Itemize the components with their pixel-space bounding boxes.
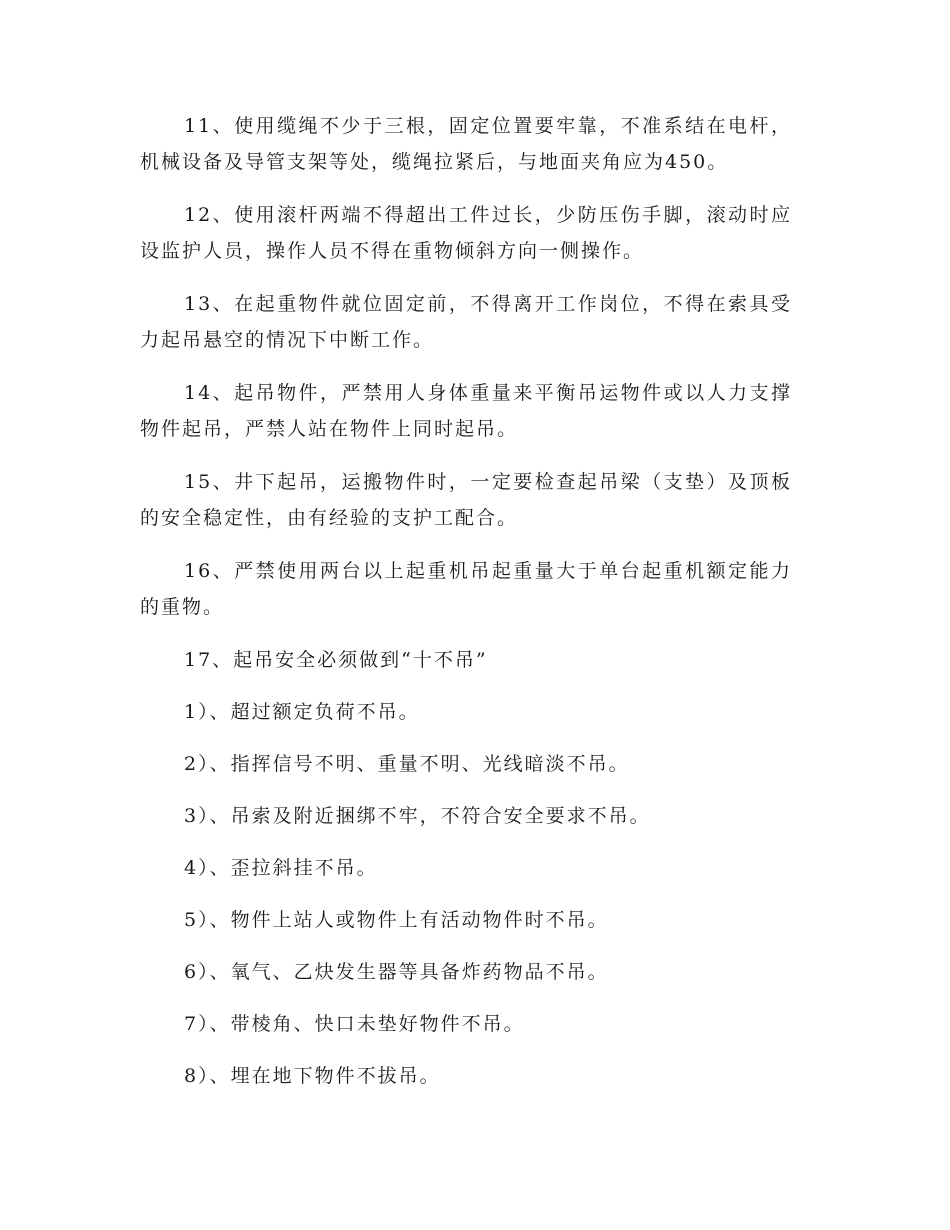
document-body [140,108,792,1110]
list-item: 3）、吊索及附近捆绑不牢，不符合安全要求不吊。 [184,805,651,827]
list-item: 4）、歪拉斜挂不吊。 [184,857,378,879]
list-item: 7）、带棱角、快口未垫好物件不吊。 [184,1013,525,1035]
paragraph-16: 16、严禁使用两台以上起重机吊起重量大于单台起重机额定能力的重物。 [140,560,792,618]
paragraph-14: 14、起吊物件，严禁用人身体重量来平衡吊运物件或以人力支撑物件起吊，严禁人站在物件上同时起吊。 [140,382,792,440]
paragraph-15: 15、井下起吊，运搬物件时，一定要检查起吊梁（支垫）及顶板的安全稳定性，由有经验的支护工配合。 [140,471,792,529]
paragraph-17-heading: 17、起吊安全必须做到“十不吊” [184,649,488,671]
list-item: 1）、超过额定负荷不吊。 [184,701,420,723]
paragraph-12: 12、使用滚杆两端不得超出工件过长，少防压伤手脚，滚动时应设监护人员，操作人员不得在重物倾斜方向一侧操作。 [140,204,792,262]
list-item: 8）、埋在地下物件不拔吊。 [184,1065,441,1087]
paragraph-13: 13、在起重物件就位固定前，不得离开工作岗位，不得在索具受力起吊悬空的情况下中断工作。 [140,293,792,351]
list-item: 5）、物件上站人或物件上有活动物件时不吊。 [184,909,609,931]
list-item: 6）、氧气、乙炔发生器等具备炸药物品不吊。 [184,961,609,983]
list-item: 2）、指挥信号不明、重量不明、光线暗淡不吊。 [184,753,630,775]
paragraph-11: 11、使用缆绳不少于三根，固定位置要牢靠，不准系结在电杆，机械设备及导管支架等处，缆绳拉紧后，与地面夹角应为450。 [140,115,792,173]
